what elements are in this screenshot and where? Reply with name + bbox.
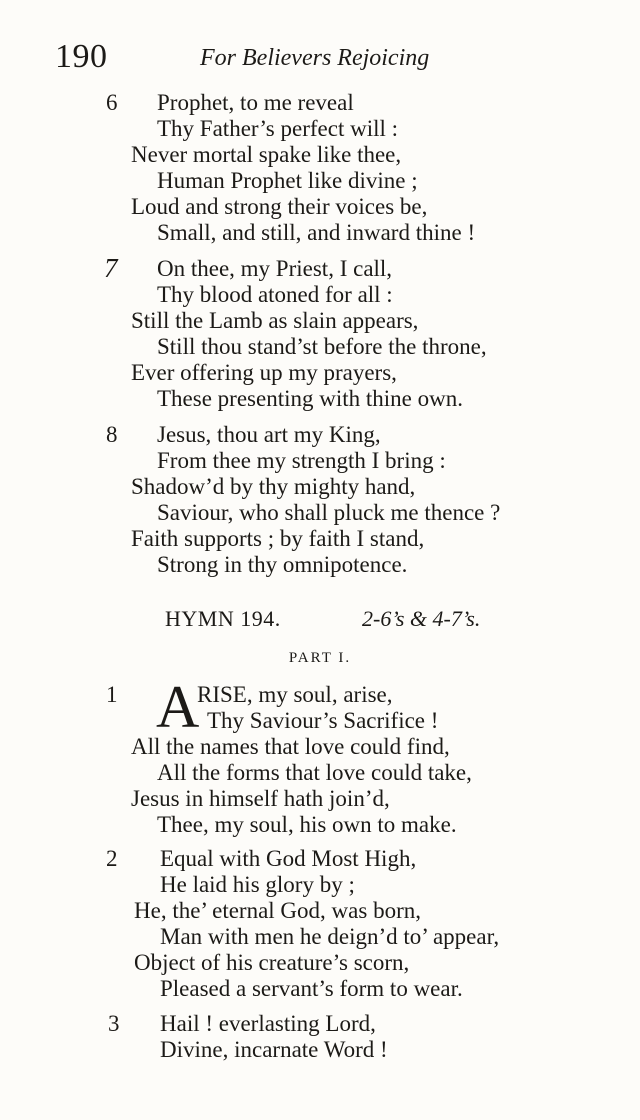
running-title: For Believers Rejoicing [200, 45, 430, 71]
verse-line: He, the’ eternal God, was born, [134, 898, 421, 923]
verse-line: Ever offering up my prayers, [131, 360, 397, 385]
verse-line: On thee, my Priest, I call, [157, 256, 393, 281]
verse-number: 2 [106, 846, 118, 871]
part-heading: PART I. [288, 650, 352, 666]
verse-number: 1 [106, 682, 118, 707]
verse-line: Loud and strong their voices be, [131, 194, 428, 219]
verse-line: Equal with God Most High, [160, 846, 417, 871]
verse-line: Never mortal spake like thee, [131, 142, 402, 167]
verse-number: 6 [106, 90, 118, 115]
verse-line: Prophet, to me reveal [157, 90, 354, 115]
verse-line: Faith supports ; by faith I stand, [131, 526, 425, 551]
drop-cap: A [156, 674, 200, 740]
verse-line: Saviour, who shall pluck me thence ? [157, 500, 501, 525]
verse-line: These presenting with thine own. [157, 386, 463, 411]
verse-line: Pleased a servant’s form to wear. [160, 976, 463, 1001]
verse-line: Strong in thy omnipotence. [157, 552, 408, 577]
verse-line: Jesus, thou art my King, [157, 422, 381, 447]
verse-line: Object of his creature’s scorn, [134, 950, 410, 975]
verse-line: Jesus in himself hath join’d, [131, 786, 390, 811]
verse-line: Still thou stand’st before the throne, [157, 334, 487, 359]
verse-line: Hail ! everlasting Lord, [160, 1011, 376, 1036]
verse-line: All the forms that love could take, [157, 760, 472, 785]
verse-line: From thee my strength I bring : [157, 448, 446, 473]
verse-line: Shadow’d by thy mighty hand, [131, 474, 416, 499]
verse-line: Still the Lamb as slain appears, [131, 308, 419, 333]
verse-line: All the names that love could find, [131, 734, 450, 759]
verse-line: Small, and still, and inward thine ! [157, 220, 476, 245]
verse-line: Man with men he deign’d to’ appear, [160, 924, 500, 949]
verse-line: He laid his glory by ; [160, 872, 355, 897]
verse-line: Thy Father’s perfect will : [157, 116, 399, 141]
verse-line: Human Prophet like divine ; [157, 168, 418, 193]
verse-number: 8 [106, 422, 118, 447]
page-number: 190 [55, 38, 108, 75]
verse-number: 7 [104, 253, 118, 283]
verse-line: Thy Saviour’s Sacrifice ! [207, 708, 439, 733]
verse-line: Thee, my soul, his own to make. [157, 812, 457, 837]
verse-number: 3 [108, 1011, 120, 1036]
verse-line: RISE, my soul, arise, [197, 682, 393, 707]
hymn-meter: 2-6’s & 4-7’s. [362, 606, 481, 631]
verse-line: Thy blood atoned for all : [157, 282, 393, 307]
hymn-title: HYMN 194. [165, 606, 281, 631]
verse-line: Divine, incarnate Word ! [160, 1037, 388, 1062]
